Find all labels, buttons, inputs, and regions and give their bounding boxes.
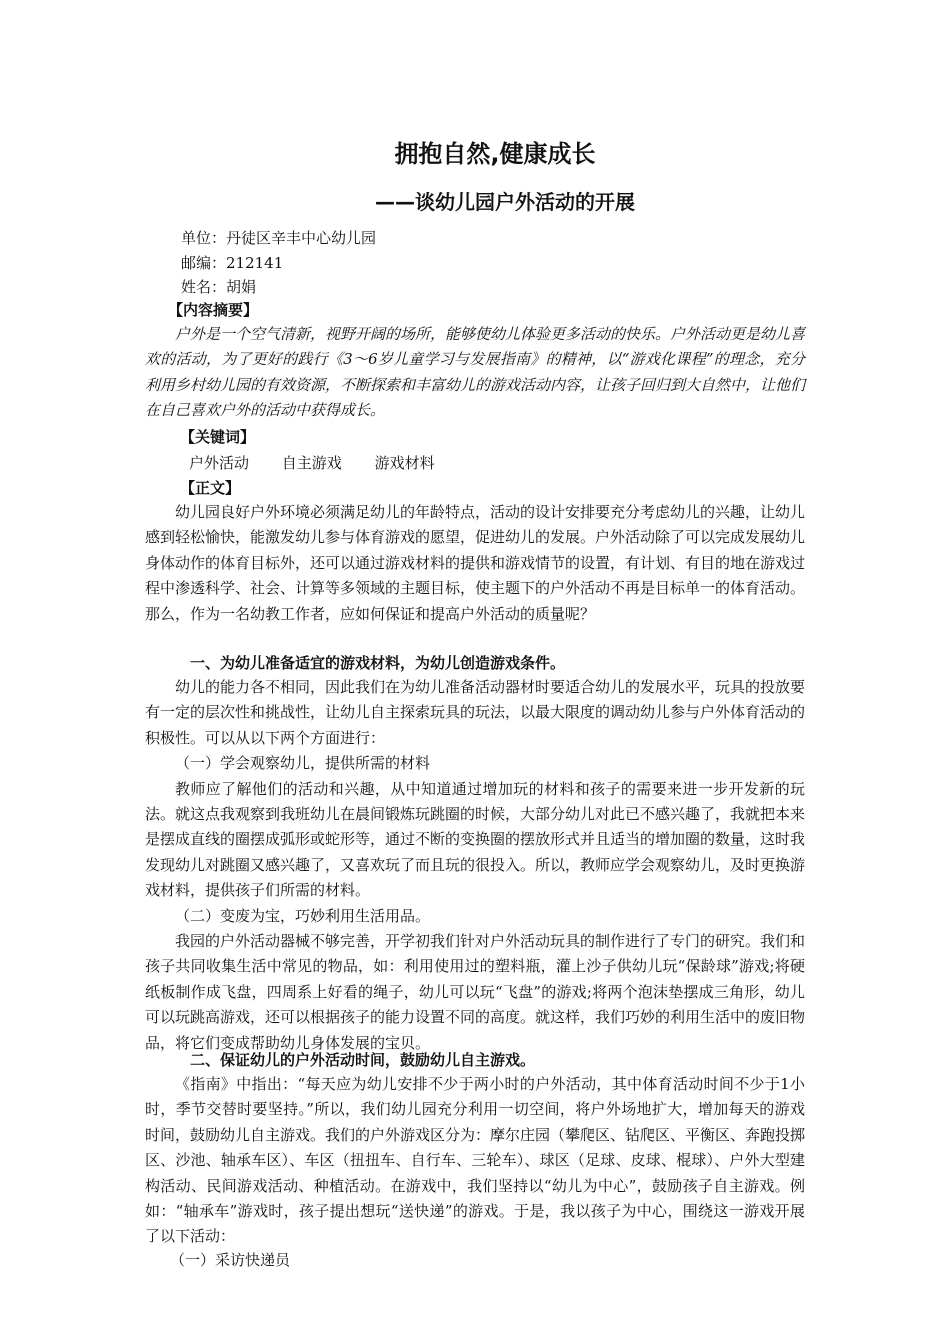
section-heading-2: 二、保证幼儿的户外活动时间，鼓励幼儿自主游戏。 xyxy=(190,1051,536,1069)
keyword: 游戏材料 xyxy=(374,454,435,472)
document-title: 拥抱自然,健康成长 xyxy=(394,140,596,168)
body-paragraph: 幼儿的能力各不相同，因此我们在为幼儿准备活动器材时要适合幼儿的发展水平，玩具的投放要有一定的层次性和挑战性，让幼儿自主探索玩具的玩法，以最大限度的调动幼儿参与户外体育活动的积极性。可以从以下两个方面进行： xyxy=(145,678,806,747)
author-unit: 单位：丹徒区辛丰中心幼儿园 xyxy=(181,229,377,247)
keyword: 户外活动 xyxy=(189,454,250,472)
section-heading-1: 一、为幼儿准备适宜的游戏材料，为幼儿创造游戏条件。 xyxy=(190,654,566,672)
body-section-2 xyxy=(145,1072,805,1250)
body-section-1 xyxy=(145,675,805,1056)
body-paragraph: 幼儿园良好户外环境必须满足幼儿的年龄特点，活动的设计安排要充分考虑幼儿的兴趣，让幼儿感到轻松愉快，能激发幼儿参与体育游戏的愿望，促进幼儿的发展。户外活动除了可以完成发展幼儿身体动作的体育目标外，还可以通过游戏材料的提供和游戏情节的设置，有计划、有目的地在游戏过程中渗透科学、社会、计算等多领域的主题目标，使主题下的户外活动不再是目标单一的体育活动。那么，作为一名幼教工作者，应如何保证和提高户外活动的质量呢？ xyxy=(145,503,806,623)
keyword: 自主游戏 xyxy=(281,454,342,472)
author-postcode: 邮编：212141 xyxy=(181,254,284,272)
keywords-heading: 【关键词】 xyxy=(180,428,256,446)
subsection-heading: （二）变废为宝，巧妙利用生活用品。 xyxy=(175,906,431,925)
body-paragraph: 《指南》中指出：“每天应为幼儿安排不少于两小时的户外活动，其中体育活动时间不少于1小时，季节交替时要坚持。”所以，我们幼儿园充分利用一切空间，将户外场地扩大，增加每天的游戏时间，鼓励幼儿自主游戏。我们的户外游戏区分为：摩尔庄园（攀爬区、钻爬区、平衡区、奔跑投掷区、沙池、轴承车区）、车区（扭扭车、自行车、三轮车）、球区（足球、皮球、棍球）、户外大型建构活动、民间游戏活动、种植活动。在游戏中，我们坚持以“幼儿为中心”，鼓励孩子自主游戏。例如：“轴承车”游戏时，孩子提出想玩“送快递”的游戏。于是，我以孩子为中心，围绕这一游戏开展了以下活动： xyxy=(145,1075,806,1246)
abstract-heading: 【内容摘要】 xyxy=(168,301,259,319)
subsection-heading: （一）学会观察幼儿，提供所需的材料 xyxy=(175,754,431,773)
subsection-heading: （一）采访快递员 xyxy=(170,1251,291,1269)
keywords-list xyxy=(189,452,463,473)
body-paragraph: 教师应了解他们的活动和兴趣，从中知道通过增加玩的材料和孩子的需要来进一步开发新的玩法。就这点我观察到我班幼儿在晨间锻炼玩跳圈的时候，大部分幼儿对此已不感兴趣了，我就把本来是摆成直线的圈摆成弧形或蛇形等，通过不断的变换圈的摆放形式并且适当的增加圈的数量，这时我发现幼儿对跳圈又感兴趣了，又喜欢玩了而且玩的很投入。所以，教师应学会观察幼儿，及时更换游戏材料，提供孩子们所需的材料。 xyxy=(145,779,806,900)
document-subtitle: ——谈幼儿园户外活动的开展 xyxy=(375,190,635,214)
body-section-intro xyxy=(145,500,805,627)
body-paragraph: 我园的户外活动器械不够完善，开学初我们针对户外活动玩具的制作进行了专门的研究。我们和孩子共同收集生活中常见的物品，如：利用使用过的塑料瓶，灌上沙子供幼儿玩“保龄球”游戏;将硬纸板制作成飞盘，四周系上好看的绳子，幼儿可以玩“飞盘”的游戏;将两个泡沫垫摆成三角形，幼儿可以玩跳高游戏，还可以根据孩子的能力设置不同的高度。就这样，我们巧妙的利用生活中的废旧物品，将它们变成帮助幼儿身体发展的宝贝。 xyxy=(145,932,806,1052)
body-heading: 【正文】 xyxy=(180,479,241,497)
author-name: 姓名：胡娟 xyxy=(181,278,257,296)
abstract-text xyxy=(145,322,805,424)
abstract-paragraph: 户外是一个空气清新，视野开阔的场所，能够使幼儿体验更多活动的快乐。户外活动更是幼儿喜欢的活动，为了更好的践行《3～6岁儿童学习与发展指南》的精神，以“游戏化课程”的理念，充分利用乡村幼儿园的有效资源，不断探索和丰富幼儿的游戏活动内容，让孩子回归到大自然中，让他们在自己喜欢户外的活动中获得成长。 xyxy=(145,325,806,420)
